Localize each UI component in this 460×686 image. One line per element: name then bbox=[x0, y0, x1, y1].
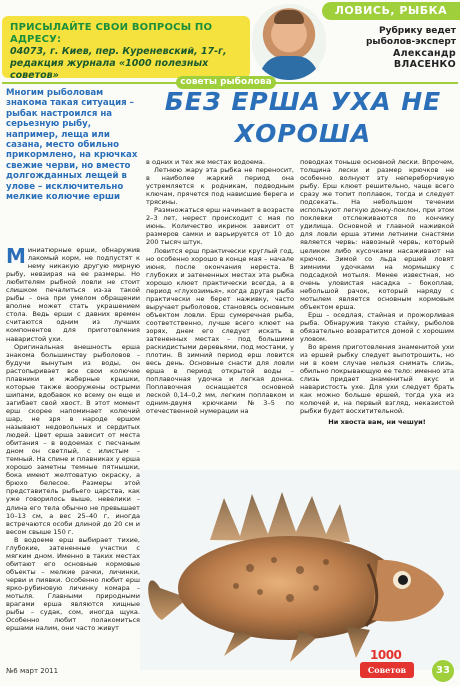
paragraph: иниатюрные ерши, обнаружив лакомый корм, не подпустят к нему никакую другую мирную рыбу, невзирая на ее размеры. Но любителям рыбной ловли не стоит слишком печалиться из-за такой рыбы – она при умелом обращении вполне может стать украшением стола. Ведь ерши с давних времен считаются одним из лучших компонентов для приготовления наваристой ухи. bbox=[6, 246, 140, 343]
expert-role: Рубрику ведет рыболов-эксперт bbox=[365, 26, 456, 47]
section-tag: ЛОВИСЬ, РЫБКА bbox=[322, 2, 460, 20]
questions-address-box bbox=[2, 16, 250, 81]
fish-icon bbox=[140, 470, 460, 670]
paragraph: Оригинальная внешность ерша знакома большинству рыболовов – будучи вынутым из воды, он растопыривает все свои колючие плавники и жаберные крышки, которые также вооружены острыми шипами, вдобавок ко всему он еще и загибает свой хвост. В этот момент ерш скорее напоминает колючий шар, не зря в народе ершом называют недовольных и сердитых людей. Цвет ерша зависит от места обитания – в водоемах с песчаным дном он светлый, с илистым – темный. На спине и плавниках у ерша хорошо заметны темные пятнышки, бока имеют желтоватую окраску, а брюхо белесое. Размеры этой представитель рыбьего царства, как уже говорилось выше, невелики – длина его тела обычно не превышает 10–13 см, а вес 25–40 г, иногда встречаются особи длиной до 20 см и весом свыше 150 г. bbox=[6, 342, 140, 536]
expert-photo bbox=[252, 4, 326, 80]
paragraph: Ерш – оседлая, стайная и прожорливая рыба. Обнаружив такую стайку, рыболов обязательно возвратится домой с хорошим уловом. bbox=[300, 310, 454, 344]
paragraph: Размножаться ерш начинает в возрасте 2–3 лет, нерест происходит с мая по июнь. Количество икринок зависит от размеров самки и варьируется от 10 до 200 тысяч штук. bbox=[146, 206, 294, 247]
article-lead: Многим рыболовам знакома такая ситуация – рыбак настроился на серьезную рыбу, например, леща или сазана, место обильно прикормлено, на крючках свежие черви, но вместо долгожданных лещей в улове – исключительно мелкие колючие ерши bbox=[6, 88, 138, 203]
paragraph: Во время приготовления знаменитой ухи из ершей рыбку следует выпотрошить, но ни в коем случае нельзя снимать слизь, обильно покрывающую ее тело: именно эта слизь придает знаменитый вкус и наваристость ухе. Для ухи следует брать как можно больше ершей, тогда уха из колючей и, на первый взгляд, неказистой рыбки будет восхитительной. bbox=[300, 343, 454, 416]
paragraph: В водоеме ерш выбирает тихие, глубокие, затененные участки с мягким дном. Именно в таких местах обитают его основные кормовые объекты – мелкие рачки, личинки, черви и пиявки. Особенно любит ерш ярко-рубиновую личинку комара – мотыля. Главными природными врагами ерша являются хищные рыбы – судак, сом, иногда щука. Особенно любит полакомиться ершами налим, они часто живут bbox=[6, 535, 140, 633]
paragraph: Ловится ерш практически круглый год, но особенно хорошо в конце мая – начале июня, после окончания нереста. В глубоких и затененных местах эта рыбка хорошо клюет практически всегда, а в период «глухозимья», когда другая рыба практически не берет наживку, часто выручает рыболовов, становясь основным объектом ловли. Ерш сумеречная рыба, соответственно, лучше всего клюет на зорях, днем его следует искать в затененных местах – под большими раскидистыми деревьями, под мостами, у плотин. В зимний период ерш ловится весь день. Основные снасти для ловли ерша в период открытой воды – поплавочная удочка и легкая донка. Поплавочная оснащается основной леской 0,14–0,2 мм, легким поплавком и одним-двумя крючками №3–5 по отечественной нумерации на bbox=[146, 246, 294, 416]
expert-caption bbox=[332, 26, 456, 70]
logo-number: 1000 bbox=[370, 648, 402, 662]
logo-word: Советов bbox=[360, 662, 414, 678]
article-column-1 bbox=[6, 246, 140, 660]
paragraph: в одних и тех же местах водоема. bbox=[146, 158, 265, 166]
expert-photo-hair bbox=[274, 10, 304, 24]
paragraph: Летнюю жару эта рыбка не переносит, в наиболее жаркий период она устремляется к родникам, подводным ключам, прячется под нависшие берега и трясины. bbox=[146, 166, 294, 207]
article-title: БЕЗ ЕРША УХА НЕ ХОРОША bbox=[164, 87, 442, 148]
closing-line: Ни хвоста вам, ни чешуи! bbox=[328, 417, 426, 426]
send-questions-title: ПРИСЫЛАЙТЕ СВОИ ВОПРОСЫ ПО АДРЕСУ: bbox=[10, 22, 213, 45]
send-questions-address: 04073, г. Киев, пер. Куреневский, 17-г, редакция журнала «1000 полезных советов» bbox=[10, 46, 227, 81]
magazine-logo bbox=[356, 650, 416, 680]
ruffe-fish-illustration bbox=[140, 470, 460, 670]
page-number: 33 bbox=[432, 660, 454, 682]
paragraph: поводках тоньше основной лески. Впрочем, толщина лески и размер крючков не особенно волнуют эту непереборчивую рыбу. Ерш клюет решительно, чаще всего сразу же топит поплавок, тогда и следует подсекать. На небольшом течении используют легкую донку-поклон, при этом поклевки отслеживаются по кончику удилища. Основной и главной наживкой для ловли ерша этими летними снастями является червь: навозный червь, который целиком либо кусочками насаживают на крючок. Зимой со льда ершей ловят зимними удочками на мормышку с подсадкой мотыля. Менее известная, но очень уловистая насадка – бокоплав, небольшой рачок, который наряду с мотылем является основным кормовым объектом ерша. bbox=[300, 158, 454, 311]
article-column-3 bbox=[300, 158, 454, 498]
issue-info: №6 март 2011 bbox=[6, 667, 59, 675]
expert-name: Александр ВЛАСЕНКО bbox=[393, 48, 456, 70]
drop-cap: М bbox=[6, 246, 26, 268]
rubric-tag: советы рыболова bbox=[176, 76, 276, 89]
